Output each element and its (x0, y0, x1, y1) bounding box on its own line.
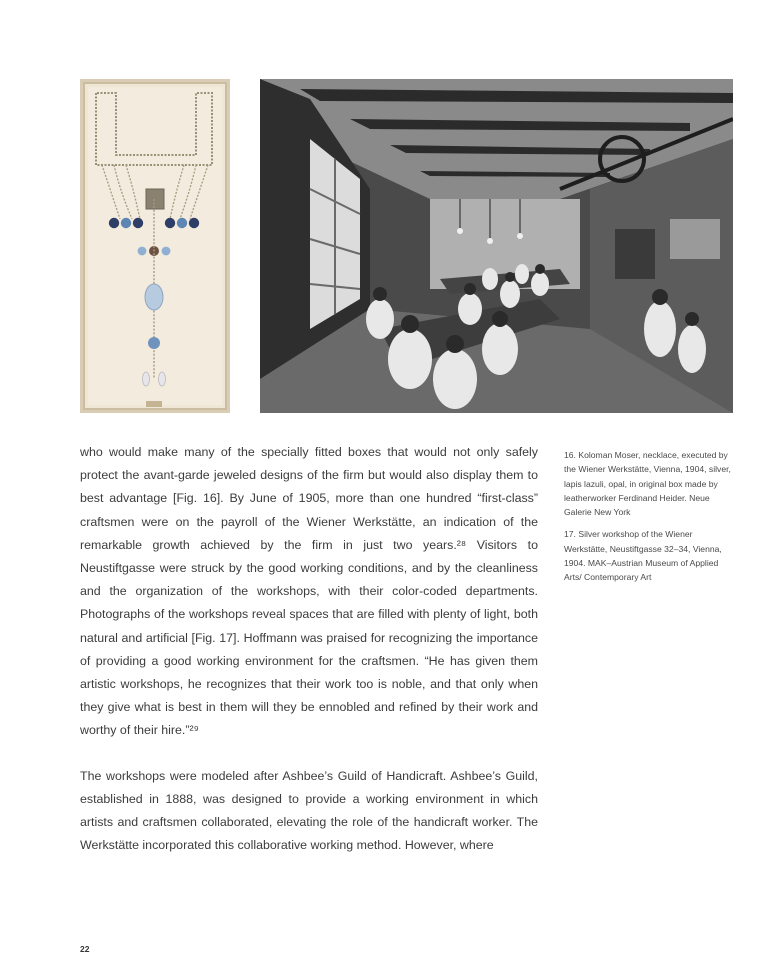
workshop-photo (260, 79, 733, 413)
figure-captions (564, 448, 734, 593)
necklace-photo (80, 79, 230, 413)
caption-fig-16: 16. Koloman Moser, necklace, executed by the Wiener Werkstätte, Vienna, 1904, silver, lapis lazuli, opal, in original box made by leatherworker Ferdinand Heider. Neue Galerie New York (564, 450, 731, 518)
body-paragraph-1: who would make many of the specially fitted boxes that would not only safely protect the avant-garde jeweled designs of the firm but would also display them to best advantage [Fig. 16]. By June of 1905, more than one hundred “first-class” craftsmen were on the payroll of the Wiener Werkstätte, an indication of the remarkable growth achieved by the firm in just two years.²⁸ Visitors to Neustiftgasse were struck by the good working conditions, and by the cleanliness and the organization of the workshops, with their color-coded departments. Photographs of the workshops reveal spaces that are filled with plenty of light, both natural and artificial [Fig. 17]. Hoffmann was praised for recognizing the importance of providing a good working environment for the craftsmen. “He has given them artistic workshops, he recognizes that their work too is noble, and that only when they give what is best in them will they be ennobled and refined by their work and worthy of their hire.”²⁹ (80, 445, 538, 738)
body-paragraph-2: The workshops were modeled after Ashbee’s Guild of Handicraft. Ashbee’s Guild, established in 1888, was designed to provide a working environment in which artists and craftsmen collaborated, elevating the role of the handicraft worker. The Werkstätte incorporated this collaborative working method. However, where (80, 768, 538, 853)
caption-fig-17: 17. Silver workshop of the Wiener Werkstätte, Neustiftgasse 32–34, Vienna, 1904. MAK–Austrian Museum of Applied Arts/ Contemporary Art (564, 529, 722, 583)
body-text (80, 441, 538, 857)
page-number: 22 (80, 944, 90, 954)
